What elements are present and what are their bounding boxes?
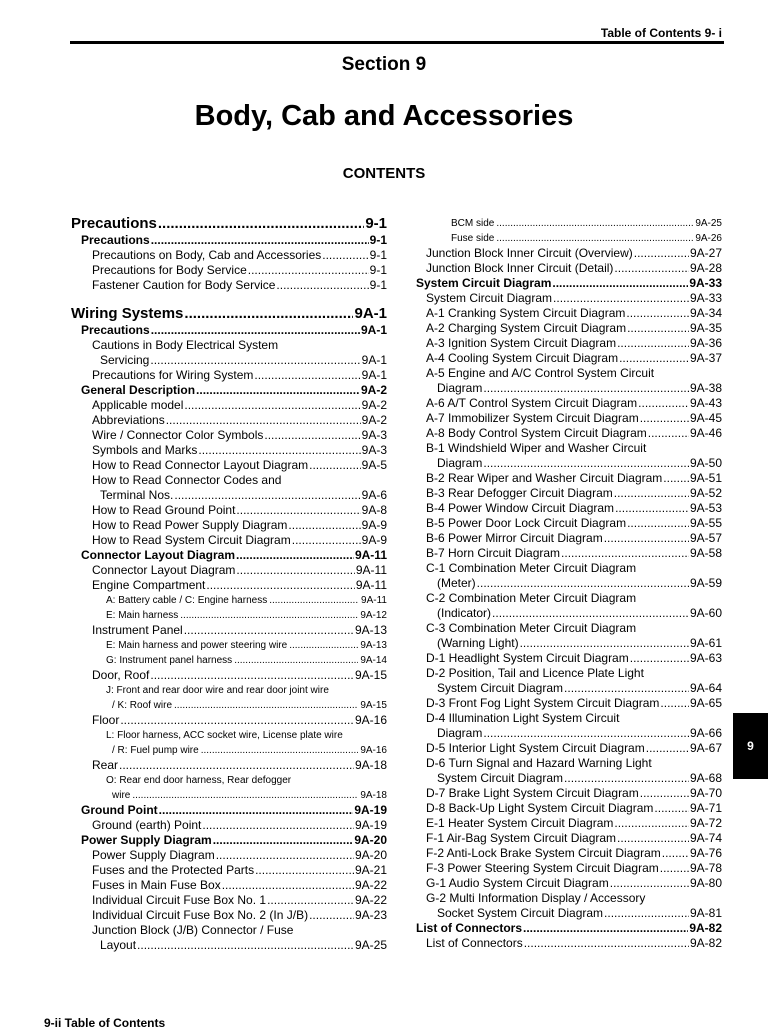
toc-entry[interactable]: D-5 Interior Light System Circuit Diagram ..... 9A-67: [416, 741, 722, 756]
toc-entry[interactable]: C-1 Combination Meter Circuit Diagram: [426, 561, 637, 575]
toc-entry[interactable]: How to Read Connector Layout Diagram ..... 9A-5: [71, 458, 387, 473]
toc-entry[interactable]: A-8 Body Control System Circuit Diagram ..... 9A-46: [416, 426, 722, 441]
toc-entry[interactable]: A-7 Immobilizer System Circuit Diagram ..... 9A-45: [416, 411, 722, 426]
toc-entry[interactable]: F-1 Air-Bag System Circuit Diagram ..... 9A-74: [416, 831, 722, 846]
toc-entry[interactable]: B-4 Power Window Circuit Diagram ..... 9A-53: [416, 501, 722, 516]
toc-entry[interactable]: A-4 Cooling System Circuit Diagram ..... 9A-37: [416, 351, 722, 366]
toc-entry-continued[interactable]: Diagram ..... 9A-50: [416, 456, 722, 471]
toc-entry[interactable]: Precautions for Wiring System ..... 9A-1: [71, 368, 387, 383]
toc-entry[interactable]: System Circuit Diagram ..... 9A-33: [416, 291, 722, 306]
toc-section[interactable]: List of Connectors ..... 9A-82: [416, 921, 722, 936]
running-footer: 9-ii Table of Contents: [44, 1016, 166, 1030]
toc-entry[interactable]: D-4 Illumination Light System Circuit: [426, 711, 620, 725]
toc-entry[interactable]: Ground (earth) Point ..... 9A-19: [71, 818, 387, 833]
toc-entry[interactable]: A-3 Ignition System Circuit Diagram ..... 9A-36: [416, 336, 722, 351]
toc-entry[interactable]: E-1 Heater System Circuit Diagram ..... 9A-72: [416, 816, 722, 831]
toc-entry[interactable]: Rear ..... 9A-18: [71, 758, 387, 773]
toc-entry[interactable]: How to Read Power Supply Diagram ..... 9A-9: [71, 518, 387, 533]
toc-entry-continued[interactable]: Terminal Nos. ..... 9A-6: [71, 488, 387, 503]
toc-entry[interactable]: D-1 Headlight System Circuit Diagram ..... 9A-63: [416, 651, 722, 666]
toc-entry[interactable]: D-3 Front Fog Light System Circuit Diagram ..... 9A-65: [416, 696, 722, 711]
toc-entry[interactable]: Junction Block Inner Circuit (Detail) ..... 9A-28: [416, 261, 722, 276]
toc-entry[interactable]: C-2 Combination Meter Circuit Diagram: [426, 591, 637, 605]
toc-section[interactable]: General Description ..... 9A-2: [71, 383, 387, 398]
toc-entry-continued[interactable]: Servicing ..... 9A-1: [71, 353, 387, 368]
toc-entry[interactable]: Connector Layout Diagram ..... 9A-11: [71, 563, 387, 578]
toc-entry[interactable]: C-3 Combination Meter Circuit Diagram: [426, 621, 637, 635]
toc-entry[interactable]: D-7 Brake Light System Circuit Diagram ..... 9A-70: [416, 786, 722, 801]
toc-entry[interactable]: Fuses in Main Fuse Box ..... 9A-22: [71, 878, 387, 893]
toc-entry[interactable]: Instrument Panel ..... 9A-13: [71, 623, 387, 638]
toc-entry[interactable]: Power Supply Diagram ..... 9A-20: [71, 848, 387, 863]
toc-entry[interactable]: Abbreviations ..... 9A-2: [71, 413, 387, 428]
toc-entry[interactable]: Individual Circuit Fuse Box No. 1 ..... 9A-22: [71, 893, 387, 908]
toc-entry[interactable]: How to Read System Circuit Diagram ..... 9A-9: [71, 533, 387, 548]
toc-entry-continued[interactable]: Diagram ..... 9A-38: [416, 381, 722, 396]
toc-entry[interactable]: Fastener Caution for Body Service ..... 9-1: [71, 278, 387, 293]
running-header: Table of Contents 9- i: [600, 26, 722, 40]
toc-subentry[interactable]: O: Rear end door harness, Rear defogger: [106, 775, 292, 786]
toc-entry[interactable]: B-6 Power Mirror Circuit Diagram ..... 9A-57: [416, 531, 722, 546]
toc-section[interactable]: Power Supply Diagram ..... 9A-20: [71, 833, 387, 848]
toc-entry[interactable]: Precautions for Body Service ..... 9-1: [71, 263, 387, 278]
toc-entry[interactable]: B-1 Windshield Wiper and Washer Circuit: [426, 441, 647, 455]
toc-subentry[interactable]: A: Battery cable / C: Engine harness ..... 9A-11: [71, 593, 387, 608]
toc-entry[interactable]: D-2 Position, Tail and Licence Plate Light: [426, 666, 644, 680]
toc-entry[interactable]: G-2 Multi Information Display / Accessory: [426, 891, 646, 905]
toc-entry-continued[interactable]: Diagram ..... 9A-66: [416, 726, 722, 741]
toc-entry-continued[interactable]: (Indicator) ..... 9A-60: [416, 606, 722, 621]
toc-entry[interactable]: Door, Roof ..... 9A-15: [71, 668, 387, 683]
toc-chapter[interactable]: Wiring Systems ..... 9A-1: [71, 305, 387, 323]
toc-entry-continued[interactable]: (Warning Light) ..... 9A-61: [416, 636, 722, 651]
toc-section[interactable]: System Circuit Diagram ..... 9A-33: [416, 276, 722, 291]
toc-entry[interactable]: G-1 Audio System Circuit Diagram ..... 9A-80: [416, 876, 722, 891]
toc-right-column: [416, 216, 722, 951]
page-title: Body, Cab and Accessories: [194, 100, 574, 132]
toc-subentry[interactable]: J: Front and rear door wire and rear door joint wire: [106, 685, 329, 696]
toc-entry-continued[interactable]: System Circuit Diagram ..... 9A-64: [416, 681, 722, 696]
toc-chapter[interactable]: Precautions ..... 9-1: [71, 215, 387, 233]
toc-subentry[interactable]: E: Main harness ..... 9A-12: [71, 608, 387, 623]
toc-subentry[interactable]: Fuse side ..... 9A-26: [416, 231, 722, 246]
toc-entry-continued[interactable]: Layout ..... 9A-25: [71, 938, 387, 953]
toc-entry[interactable]: Cautions in Body Electrical System: [92, 338, 279, 352]
toc-entry[interactable]: D-8 Back-Up Light System Circuit Diagram ..... 9A-71: [416, 801, 722, 816]
toc-entry[interactable]: A-2 Charging System Circuit Diagram ..... 9A-35: [416, 321, 722, 336]
toc-entry[interactable]: How to Read Connector Codes and: [92, 473, 282, 487]
toc-entry[interactable]: Symbols and Marks ..... 9A-3: [71, 443, 387, 458]
toc-entry[interactable]: List of Connectors ..... 9A-82: [416, 936, 722, 951]
toc-entry[interactable]: B-7 Horn Circuit Diagram ..... 9A-58: [416, 546, 722, 561]
section-label: Section 9: [341, 54, 427, 75]
toc-entry[interactable]: B-5 Power Door Lock Circuit Diagram ..... 9A-55: [416, 516, 722, 531]
toc-subentry-continued[interactable]: / K: Roof wire ..... 9A-15: [71, 698, 387, 713]
toc-subentry[interactable]: BCM side ..... 9A-25: [416, 216, 722, 231]
toc-entry[interactable]: Wire / Connector Color Symbols ..... 9A-3: [71, 428, 387, 443]
toc-subentry-continued[interactable]: / R: Fuel pump wire ..... 9A-16: [71, 743, 387, 758]
toc-entry[interactable]: A-1 Cranking System Circuit Diagram ..... 9A-34: [416, 306, 722, 321]
toc-left-column: [71, 215, 387, 953]
toc-entry-continued[interactable]: (Meter) ..... 9A-59: [416, 576, 722, 591]
toc-entry[interactable]: How to Read Ground Point ..... 9A-8: [71, 503, 387, 518]
toc-entry[interactable]: F-3 Power Steering System Circuit Diagram ..... 9A-78: [416, 861, 722, 876]
toc-entry[interactable]: B-2 Rear Wiper and Washer Circuit Diagram ..... 9A-51: [416, 471, 722, 486]
toc-section[interactable]: Precautions ..... 9A-1: [71, 323, 387, 338]
toc-entry[interactable]: A-5 Engine and A/C Control System Circuit: [426, 366, 655, 380]
toc-entry[interactable]: Junction Block (J/B) Connector / Fuse: [92, 923, 294, 937]
contents-heading: CONTENTS: [342, 165, 426, 182]
toc-section[interactable]: Ground Point ..... 9A-19: [71, 803, 387, 818]
section-tab[interactable]: 9: [733, 713, 768, 779]
toc-entry[interactable]: F-2 Anti-Lock Brake System Circuit Diagram ..... 9A-76: [416, 846, 722, 861]
toc-section[interactable]: Precautions ..... 9-1: [71, 233, 387, 248]
header-rule: [70, 41, 724, 44]
toc-entry[interactable]: Engine Compartment ..... 9A-11: [71, 578, 387, 593]
toc-entry[interactable]: Precautions on Body, Cab and Accessories ..... 9-1: [71, 248, 387, 263]
toc-entry[interactable]: Fuses and the Protected Parts ..... 9A-21: [71, 863, 387, 878]
toc-subentry[interactable]: G: Instrument panel harness ..... 9A-14: [71, 653, 387, 668]
toc-subentry-continued[interactable]: wire ..... 9A-18: [71, 788, 387, 803]
toc-subentry[interactable]: L: Floor harness, ACC socket wire, License plate wire: [106, 730, 343, 741]
toc-entry[interactable]: Applicable model ..... 9A-2: [71, 398, 387, 413]
toc-entry[interactable]: Individual Circuit Fuse Box No. 2 (In J/B) ..... 9A-23: [71, 908, 387, 923]
toc-entry-continued[interactable]: Socket System Circuit Diagram ..... 9A-81: [416, 906, 722, 921]
toc-entry[interactable]: B-3 Rear Defogger Circuit Diagram ..... 9A-52: [416, 486, 722, 501]
toc-subentry[interactable]: E: Main harness and power steering wire ..... 9A-13: [71, 638, 387, 653]
toc-entry[interactable]: A-6 A/T Control System Circuit Diagram ..... 9A-43: [416, 396, 722, 411]
toc-entry-continued[interactable]: System Circuit Diagram ..... 9A-68: [416, 771, 722, 786]
toc-section[interactable]: Connector Layout Diagram ..... 9A-11: [71, 548, 387, 563]
toc-entry[interactable]: D-6 Turn Signal and Hazard Warning Light: [426, 756, 652, 770]
toc-entry[interactable]: Junction Block Inner Circuit (Overview) ..... 9A-27: [416, 246, 722, 261]
toc-entry[interactable]: Floor ..... 9A-16: [71, 713, 387, 728]
